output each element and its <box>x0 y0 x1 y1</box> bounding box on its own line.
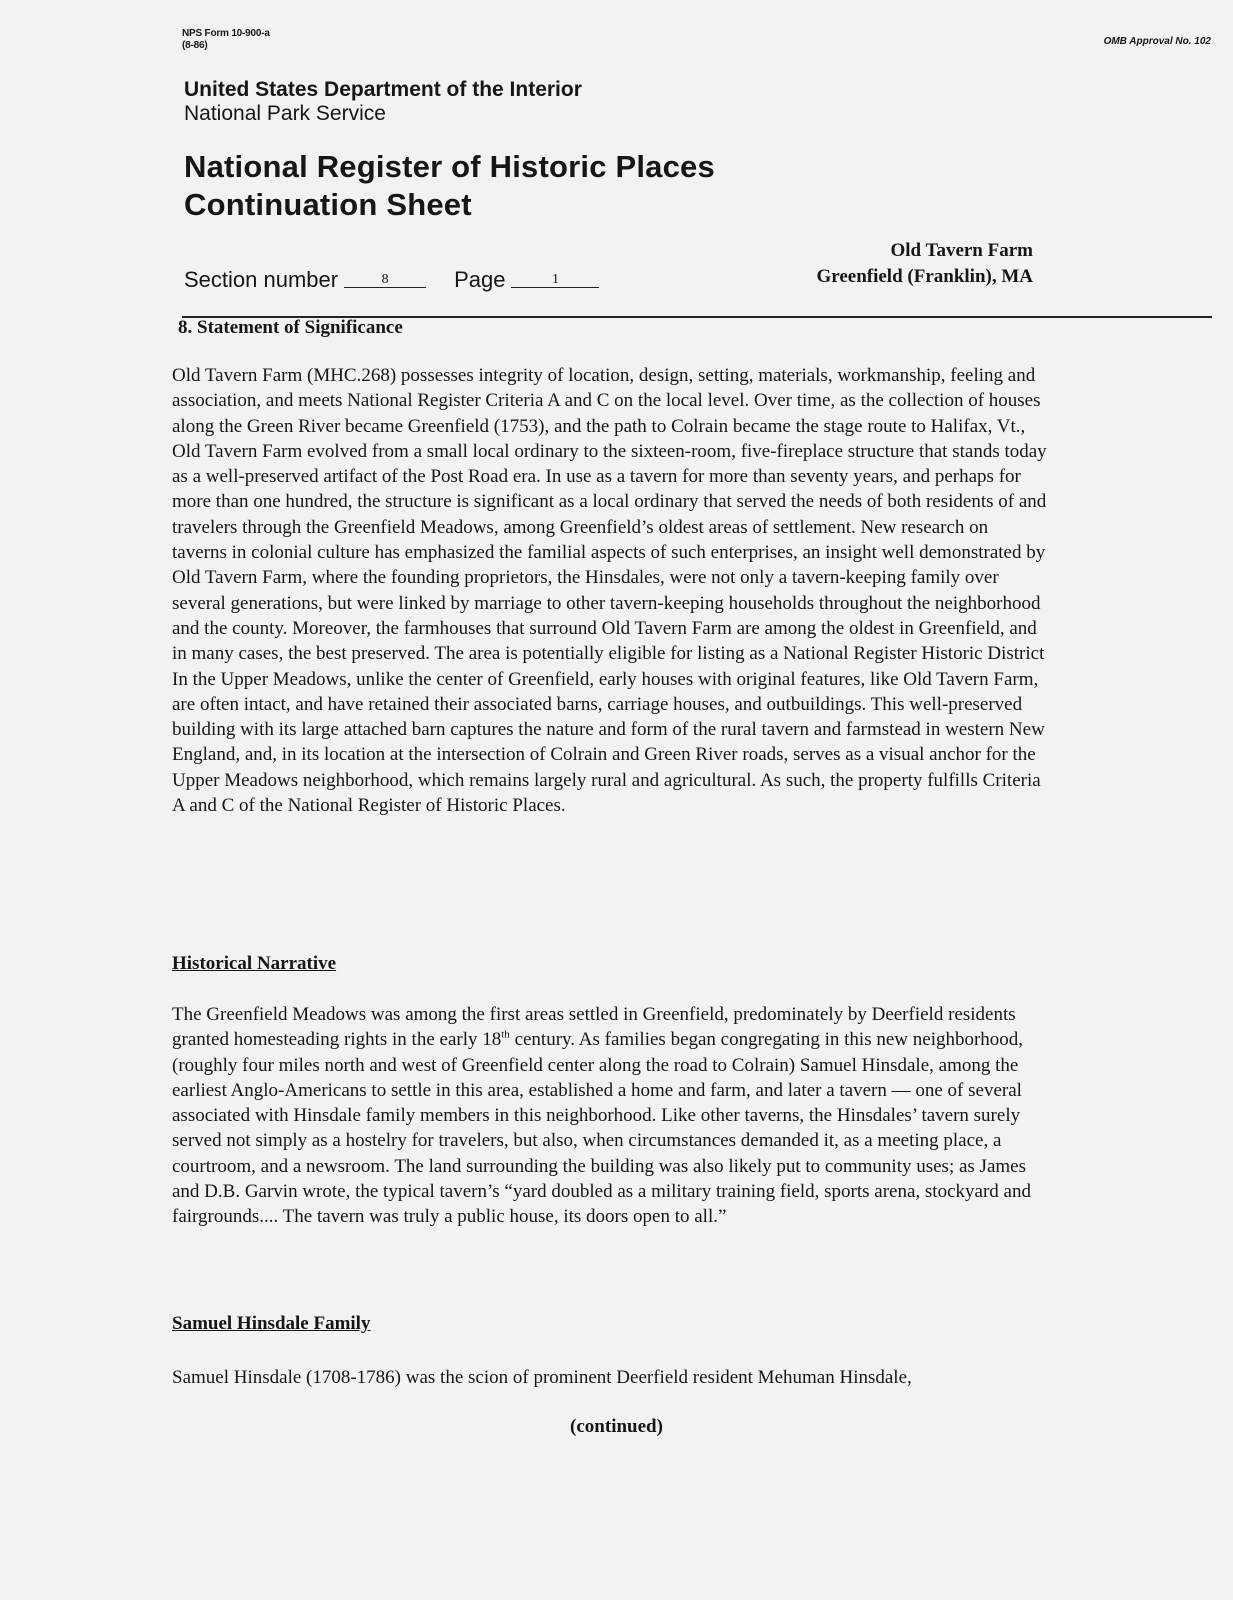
property-name: Old Tavern Farm <box>890 240 1033 261</box>
narrative-text-part1: The Greenfield Meadows was among the first areas settled in Greenfield, predominately by Deerfield residents granted homesteading rights in the early 18 <box>172 1004 1016 1051</box>
agency-block <box>184 78 582 126</box>
omb-approval: OMB Approval No. 102 <box>1103 36 1211 47</box>
narrative-text-part2: century. As families began congregating in this new neighborhood, (roughly four miles north and west of Greenfield center along the road to Colrain) Samuel Hinsdale, among the earliest Anglo-Americans to settle in this area, established a home and farm, and later a tavern — one of several associated with Hinsdale family members in this neighborhood. Like other taverns, the Hinsdales’ tavern surely served not simply as a hostelry for travelers, but also, when circumstances demanded it, as a meeting place, a courtroom, and a newsroom. The land surrounding the building was also likely put to community uses; as James and D.B. Garvin wrote, the typical tavern’s “yard doubled as a military training field, sports arena, stockyard and fairgrounds.... The tavern was truly a public house, its doors open to all.” <box>172 1029 1031 1228</box>
section-number-value: 8 <box>344 273 426 288</box>
page-number-value: 1 <box>511 273 599 288</box>
hinsdale-family-heading: Samuel Hinsdale Family <box>172 1313 371 1334</box>
superscript-th: th <box>501 1028 510 1041</box>
department-name: United States Department of the Interior <box>184 78 582 101</box>
continued-label: (continued) <box>570 1416 663 1437</box>
historical-narrative-heading: Historical Narrative <box>172 953 337 974</box>
section-heading: 8. Statement of Significance <box>178 317 403 338</box>
form-number-line1: NPS Form 10-900-a <box>182 28 270 39</box>
document-title-line2: Continuation Sheet <box>184 187 472 222</box>
section-page-line <box>184 267 599 293</box>
family-paragraph: Samuel Hinsdale (1708-1786) was the scion of prominent Deerfield resident Mehuman Hinsdale, <box>172 1367 912 1388</box>
service-name: National Park Service <box>184 102 386 125</box>
form-number <box>182 28 270 52</box>
property-location: Greenfield (Franklin), MA <box>816 266 1033 287</box>
narrative-paragraph <box>172 1002 1047 1230</box>
form-number-line2: (8-86) <box>182 40 208 51</box>
section-number-label: Section number <box>184 267 339 292</box>
property-info <box>816 238 1033 290</box>
page-label: Page <box>454 267 506 292</box>
document-title-line1: National Register of Historic Places <box>184 149 715 184</box>
document-title <box>184 148 715 224</box>
significance-paragraph: Old Tavern Farm (MHC.268) possesses integrity of location, design, setting, materials, workmanship, feeling and association, and meets National Register Criteria A and C on the local level. Over time, as the collection of houses along the Green River became Greenfield (1753), and the path to Colrain became the stage route to Halifax, Vt., Old Tavern Farm evolved from a small local ordinary to the sixteen-room, five-fireplace structure that stands today as a well-preserved artifact of the Post Road era. In use as a tavern for more than seventy years, and perhaps for more than one hundred, the structure is significant as a local ordinary that served the needs of both residents of and travelers through the Greenfield Meadows, among Greenfield’s oldest areas of settlement. New research on taverns in colonial culture has emphasized the familial aspects of such enterprises, an insight well demonstrated by Old Tavern Farm, where the founding proprietors, the Hinsdales, were not only a tavern-keeping family over several generations, but were linked by marriage to other tavern-keeping households throughout the neighborhood and the county. Moreover, the farmhouses that surround Old Tavern Farm are among the oldest in Greenfield, and in many cases, the best preserved. The area is potentially eligible for listing as a National Register Historic District In the Upper Meadows, unlike the center of Greenfield, early houses with original features, like Old Tavern Farm, are often intact, and have retained their associated barns, carriage houses, and outbuildings. This well-preserved building with its large attached barn captures the nature and form of the rural tavern and farmstead in western New England, and, in its location at the intersection of Colrain and Green River roads, serves as a visual anchor for the Upper Meadows neighborhood, which remains largely rural and agricultural. As such, the property fulfills Criteria A and C of the National Register of Historic Places. <box>172 365 1047 817</box>
